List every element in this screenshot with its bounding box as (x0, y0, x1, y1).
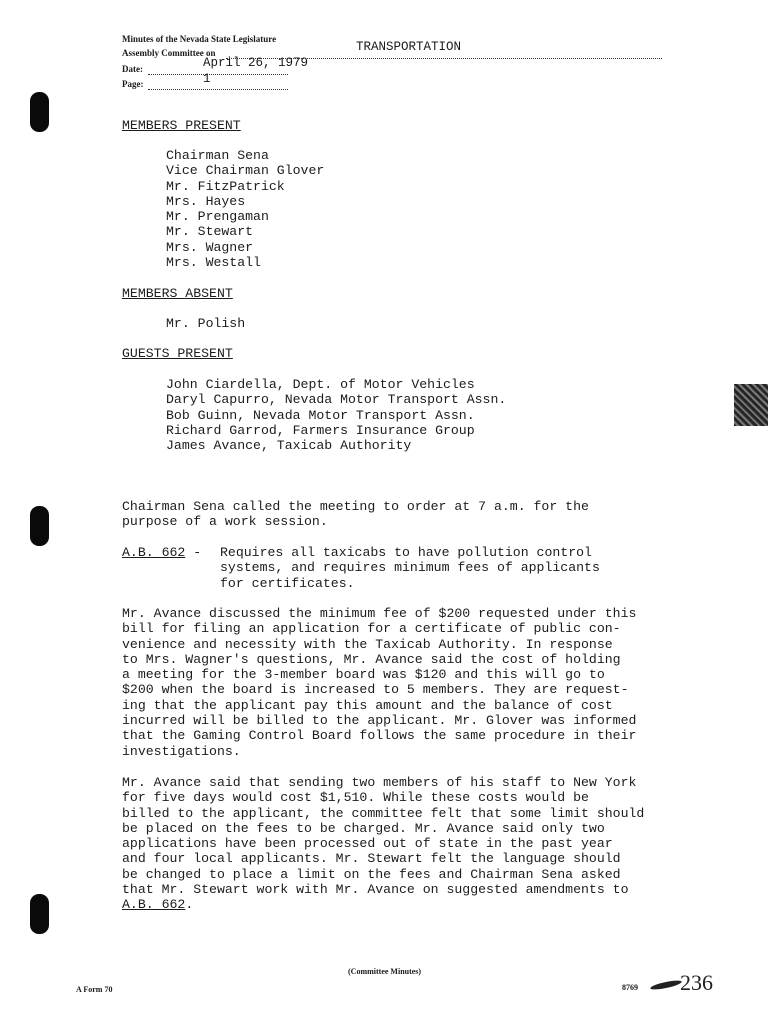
paragraph-line: and four local applicants. Mr. Stewart felt the language should (122, 851, 621, 867)
header-page-label: Page: (122, 79, 144, 89)
paragraph-line: investigations. (122, 743, 241, 759)
opening-paragraph (122, 499, 589, 530)
guests-present-heading: GUESTS PRESENT (122, 346, 233, 361)
header-legislature-line: Minutes of the Nevada State Legislature (122, 34, 277, 44)
paragraph-line: for five days would cost $1,510. While these costs would be (122, 790, 589, 806)
guest-name: Richard Garrod, Farmers Insurance Group (166, 422, 475, 438)
paragraph-line: venience and necessity with the Taxicab Authority. In response (122, 636, 613, 652)
members-absent-list (166, 316, 245, 331)
paragraph-line: that the Gaming Control Board follows the same procedure in their (122, 728, 637, 744)
paragraph-line: be placed on the fees to be charged. Mr. Avance said only two (122, 820, 605, 836)
guest-name: Daryl Capurro, Nevada Motor Transport Assn. (166, 392, 507, 408)
guests-present-list (166, 377, 506, 453)
members-present-heading: MEMBERS PRESENT (122, 118, 241, 133)
page-fill-line (148, 89, 288, 90)
page-number: 236 (680, 970, 713, 995)
paragraph-line: systems, and requires minimum fees of applicants (220, 560, 600, 576)
paragraph-line: incurred will be billed to the applicant. Mr. Glover was informed (122, 713, 637, 729)
paragraph-line: that Mr. Stewart work with Mr. Avance on suggested amendments to (122, 882, 629, 898)
discussion-paragraph-2 (122, 775, 644, 913)
member-name: Mrs. Hayes (166, 193, 246, 209)
discussion-paragraph-1 (122, 606, 636, 759)
member-name: Mr. Stewart (166, 224, 254, 240)
paragraph-line: $200 when the board is increased to 5 members. They are request- (122, 682, 629, 698)
member-name: Mr. Prengaman (166, 209, 269, 225)
committee-minutes-label: (Committee Minutes) (348, 967, 422, 976)
bill-number: A.B. 662 (122, 545, 186, 560)
paragraph-line: Chairman Sena called the meeting to order at 7 a.m. for the (122, 499, 589, 514)
bill-heading (122, 545, 209, 560)
document-code: 8769 (622, 983, 638, 992)
members-present-list (166, 148, 324, 270)
member-name: Mr. FitzPatrick (166, 178, 285, 194)
paragraph-line: be changed to place a limit on the fees and Chairman Sena asked (122, 866, 621, 882)
form-number: A Form 70 (76, 985, 113, 994)
member-name: Mrs. Wagner (166, 239, 254, 255)
margin-smudge (734, 384, 768, 426)
paragraph-line: Mr. Avance discussed the minimum fee of $200 requested under this (122, 606, 637, 621)
paragraph-line: Requires all taxicabs to have pollution control (220, 545, 592, 560)
member-name: Chairman Sena (166, 148, 269, 163)
date-fill-line (148, 74, 288, 75)
member-name: Mr. Polish (166, 316, 246, 331)
punch-hole-bottom (30, 894, 49, 934)
paragraph-line: billed to the applicant, the committee felt that some limit should (122, 805, 645, 821)
paragraph-line: a meeting for the 3-member board was $120 and this will go to (122, 667, 605, 683)
guest-name: James Avance, Taxicab Authority (166, 438, 412, 454)
header-page-value: 1 (203, 72, 211, 86)
members-absent-heading: MEMBERS ABSENT (122, 286, 233, 301)
paragraph-line: Mr. Avance said that sending two members of his staff to New York (122, 775, 637, 790)
period: . (185, 897, 194, 913)
paragraph-line: ing that the applicant pay this amount and the balance of cost (122, 697, 613, 713)
bill-description (220, 545, 600, 591)
guest-name: Bob Guinn, Nevada Motor Transport Assn. (166, 407, 475, 423)
header-date-value: April 26, 1979 (203, 56, 309, 70)
punch-hole-middle (30, 506, 49, 546)
member-name: Vice Chairman Glover (166, 163, 325, 179)
header-date-label: Date: (122, 64, 143, 74)
bill-reference: A.B. 662 (122, 897, 186, 913)
paragraph-line: to Mrs. Wagner's questions, Mr. Avance said the cost of holding (122, 651, 621, 667)
paragraph-line: bill for filing an application for a certificate of public con- (122, 621, 621, 637)
paragraph-line (122, 897, 644, 912)
paragraph-line: applications have been processed out of state in the past year (122, 836, 613, 852)
punch-hole-top (30, 92, 49, 132)
header-committee-label: Assembly Committee on (122, 48, 216, 58)
member-name: Mrs. Westall (166, 255, 261, 271)
bill-dash: - (185, 545, 210, 560)
paragraph-line: for certificates. (220, 575, 355, 591)
guest-name: John Ciardella, Dept. of Motor Vehicles (166, 377, 475, 392)
header-committee-value: TRANSPORTATION (356, 40, 462, 54)
page-number-flourish (650, 979, 683, 992)
paragraph-line: purpose of a work session. (122, 514, 328, 530)
